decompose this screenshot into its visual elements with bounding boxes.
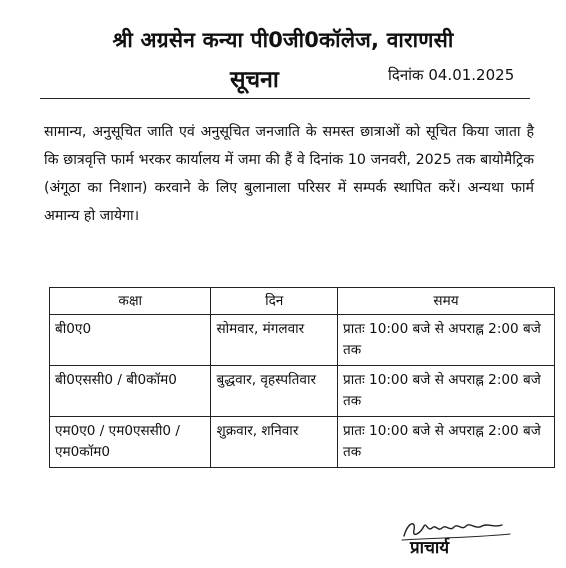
notice-body: सामान्य, अनुसूचित जाति एवं अनुसूचित जनजाति के समस्त छात्राओं को सूचित किया जाता है कि छात्रवृत्ति फार्म भरकर कार्यालय में जमा की हैं वे दिनांक 10 जनवरी, 2025 तक बायोमैट्रिक (अंगूठा का निशान) करवाने के लिए बुलानाला परिसर में सम्पर्क स्थापित करें। अन्यथा फार्म अमान्य हो जायेगा। xyxy=(44,124,534,224)
row-days: बुद्धवार, वृहस्पतिवार xyxy=(211,366,338,417)
notice-title: सूचना xyxy=(230,67,279,93)
row-class: एम0ए0 / एम0एससी0 / एम0कॉम0 xyxy=(50,417,211,468)
college-name: श्री अग्रसेन कन्या पी0जी0कॉलेज, वाराणसी xyxy=(112,28,454,52)
schedule-table xyxy=(49,287,555,468)
row-time: प्रातः 10:00 बजे से अपराह्न 2:00 बजे तक xyxy=(337,366,554,417)
header-day: दिन xyxy=(211,288,338,315)
row-days: शुक्रवार, शनिवार xyxy=(211,417,338,468)
principal-designation: प्राचार्य xyxy=(410,538,450,558)
row-time: प्रातः 10:00 बजे से अपराह्न 2:00 बजे तक xyxy=(337,417,554,468)
table-row xyxy=(50,315,555,366)
row-time: प्रातः 10:00 बजे से अपराह्न 2:00 बजे तक xyxy=(337,315,554,366)
notice-date: दिनांक 04.01.2025 xyxy=(388,66,515,84)
header-class: कक्षा xyxy=(50,288,211,315)
table-row xyxy=(50,366,555,417)
header-time: समय xyxy=(337,288,554,315)
table-header-row xyxy=(50,288,555,315)
row-class: बी0एससी0 / बी0कॉम0 xyxy=(50,366,211,417)
row-class: बी0ए0 xyxy=(50,315,211,366)
table-row xyxy=(50,417,555,468)
row-days: सोमवार, मंगलवार xyxy=(211,315,338,366)
header-divider xyxy=(40,98,530,99)
